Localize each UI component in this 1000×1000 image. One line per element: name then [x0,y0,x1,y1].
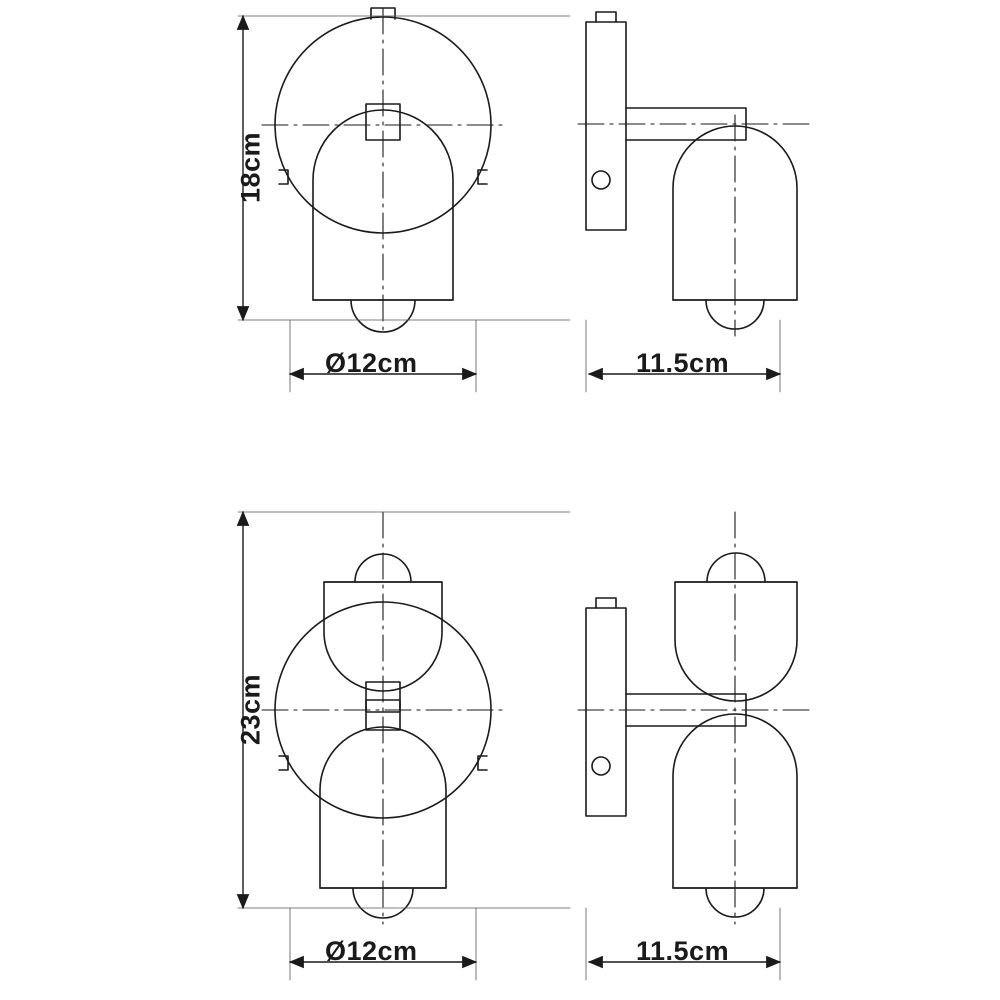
dimension-label-height-top: 18cm [235,131,266,204]
dimension-label-depth-bottom: 11.5cm [636,936,730,966]
bottom-side-view-centerlines [578,512,812,924]
bottom-front-view-centerlines [262,512,505,924]
dimension-label-width-top: Ø12cm [325,348,418,378]
top-side-view-centerlines [578,115,812,336]
dimension-label-height-bottom: 23cm [235,673,266,746]
dimension-label-width-bottom: Ø12cm [325,936,418,966]
top-side-view-geometry [586,12,797,329]
dimension-label-depth-top: 11.5cm [636,348,730,378]
bottom-side-view-geometry [586,553,797,917]
